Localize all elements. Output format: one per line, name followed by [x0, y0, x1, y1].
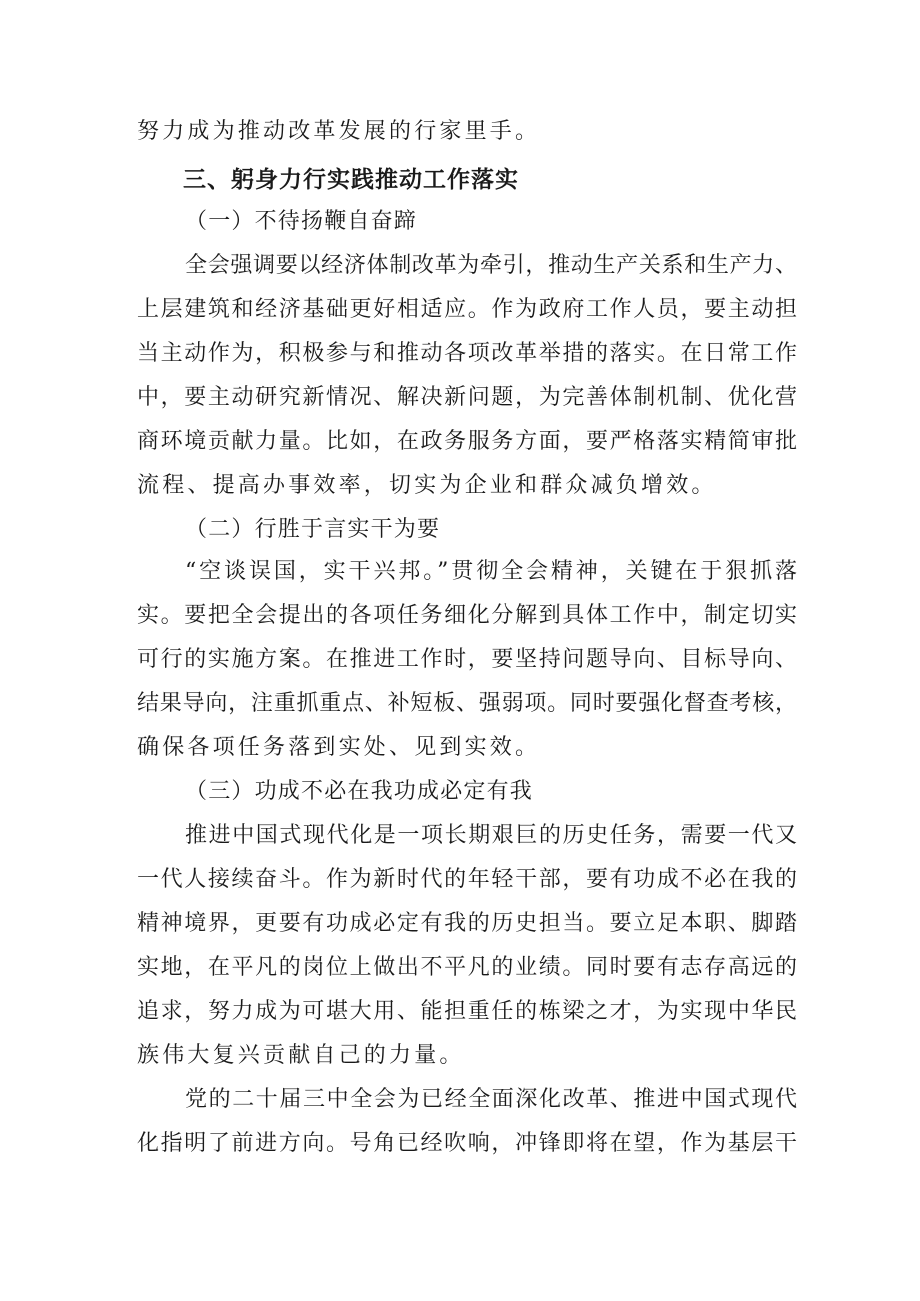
paragraph-line: 一代人接续奋斗。作为新时代的年轻干部，要有功成不必在我的 — [137, 867, 797, 892]
paragraph-line: 党的二十届三中全会为已经全面深化改革、推进中国式现代 — [185, 1087, 797, 1112]
paragraph-line: “空谈误国，实干兴邦。”贯彻全会精神，关键在于狠抓落 — [185, 559, 797, 584]
paragraph-line: 努力成为推动改革发展的行家里手。 — [137, 119, 541, 144]
paragraph-line: 结果导向，注重抓重点、补短板、强弱项。同时要强化督查考核， — [137, 691, 797, 716]
paragraph-line: 化指明了前进方向。号角已经吹响，冲锋即将在望，作为基层干 — [137, 1131, 797, 1156]
paragraph-line: 当主动作为，积极参与和推动各项改革举措的落实。在日常工作 — [137, 341, 797, 366]
paragraph-line: 实。要把全会提出的各项任务细化分解到具体工作中，制定切实 — [137, 603, 797, 628]
paragraph-line: 精神境界，更要有功成必定有我的历史担当。要立足本职、脚踏 — [137, 911, 797, 936]
paragraph-line: 追求，努力成为可堪大用、能担重任的栋梁之才，为实现中华民 — [137, 999, 797, 1024]
section-heading: 三、躬身力行实践推动工作落实 — [183, 167, 519, 193]
paragraph-line: 上层建筑和经济基础更好相适应。作为政府工作人员，要主动担 — [137, 297, 797, 322]
paragraph-line: 族伟大复兴贡献自己的力量。 — [137, 1043, 465, 1068]
subsection-heading: （二）行胜于言实干为要 — [185, 517, 441, 542]
subsection-heading: （三）功成不必在我功成必定有我 — [185, 779, 534, 804]
paragraph-line: 商环境贡献力量。比如，在政务服务方面，要严格落实精简审批 — [137, 429, 797, 454]
paragraph-line: 中，要主动研究新情况、解决新问题，为完善体制机制、优化营 — [137, 385, 797, 410]
paragraph-line: 可行的实施方案。在推进工作时，要坚持问题导向、目标导向、 — [137, 647, 797, 672]
subsection-heading: （一）不待扬鞭自奋蹄 — [185, 209, 418, 234]
paragraph-line: 实地，在平凡的岗位上做出不平凡的业绩。同时要有志存高远的 — [137, 955, 797, 980]
paragraph-line: 推进中国式现代化是一项长期艰巨的历史任务，需要一代又 — [185, 823, 797, 848]
paragraph-line: 流程、提高办事效率，切实为企业和群众减负增效。 — [137, 473, 717, 498]
paragraph-line: 全会强调要以经济体制改革为牵引，推动生产关系和生产力、 — [185, 253, 797, 278]
paragraph-line: 确保各项任务落到实处、见到实效。 — [137, 735, 541, 760]
